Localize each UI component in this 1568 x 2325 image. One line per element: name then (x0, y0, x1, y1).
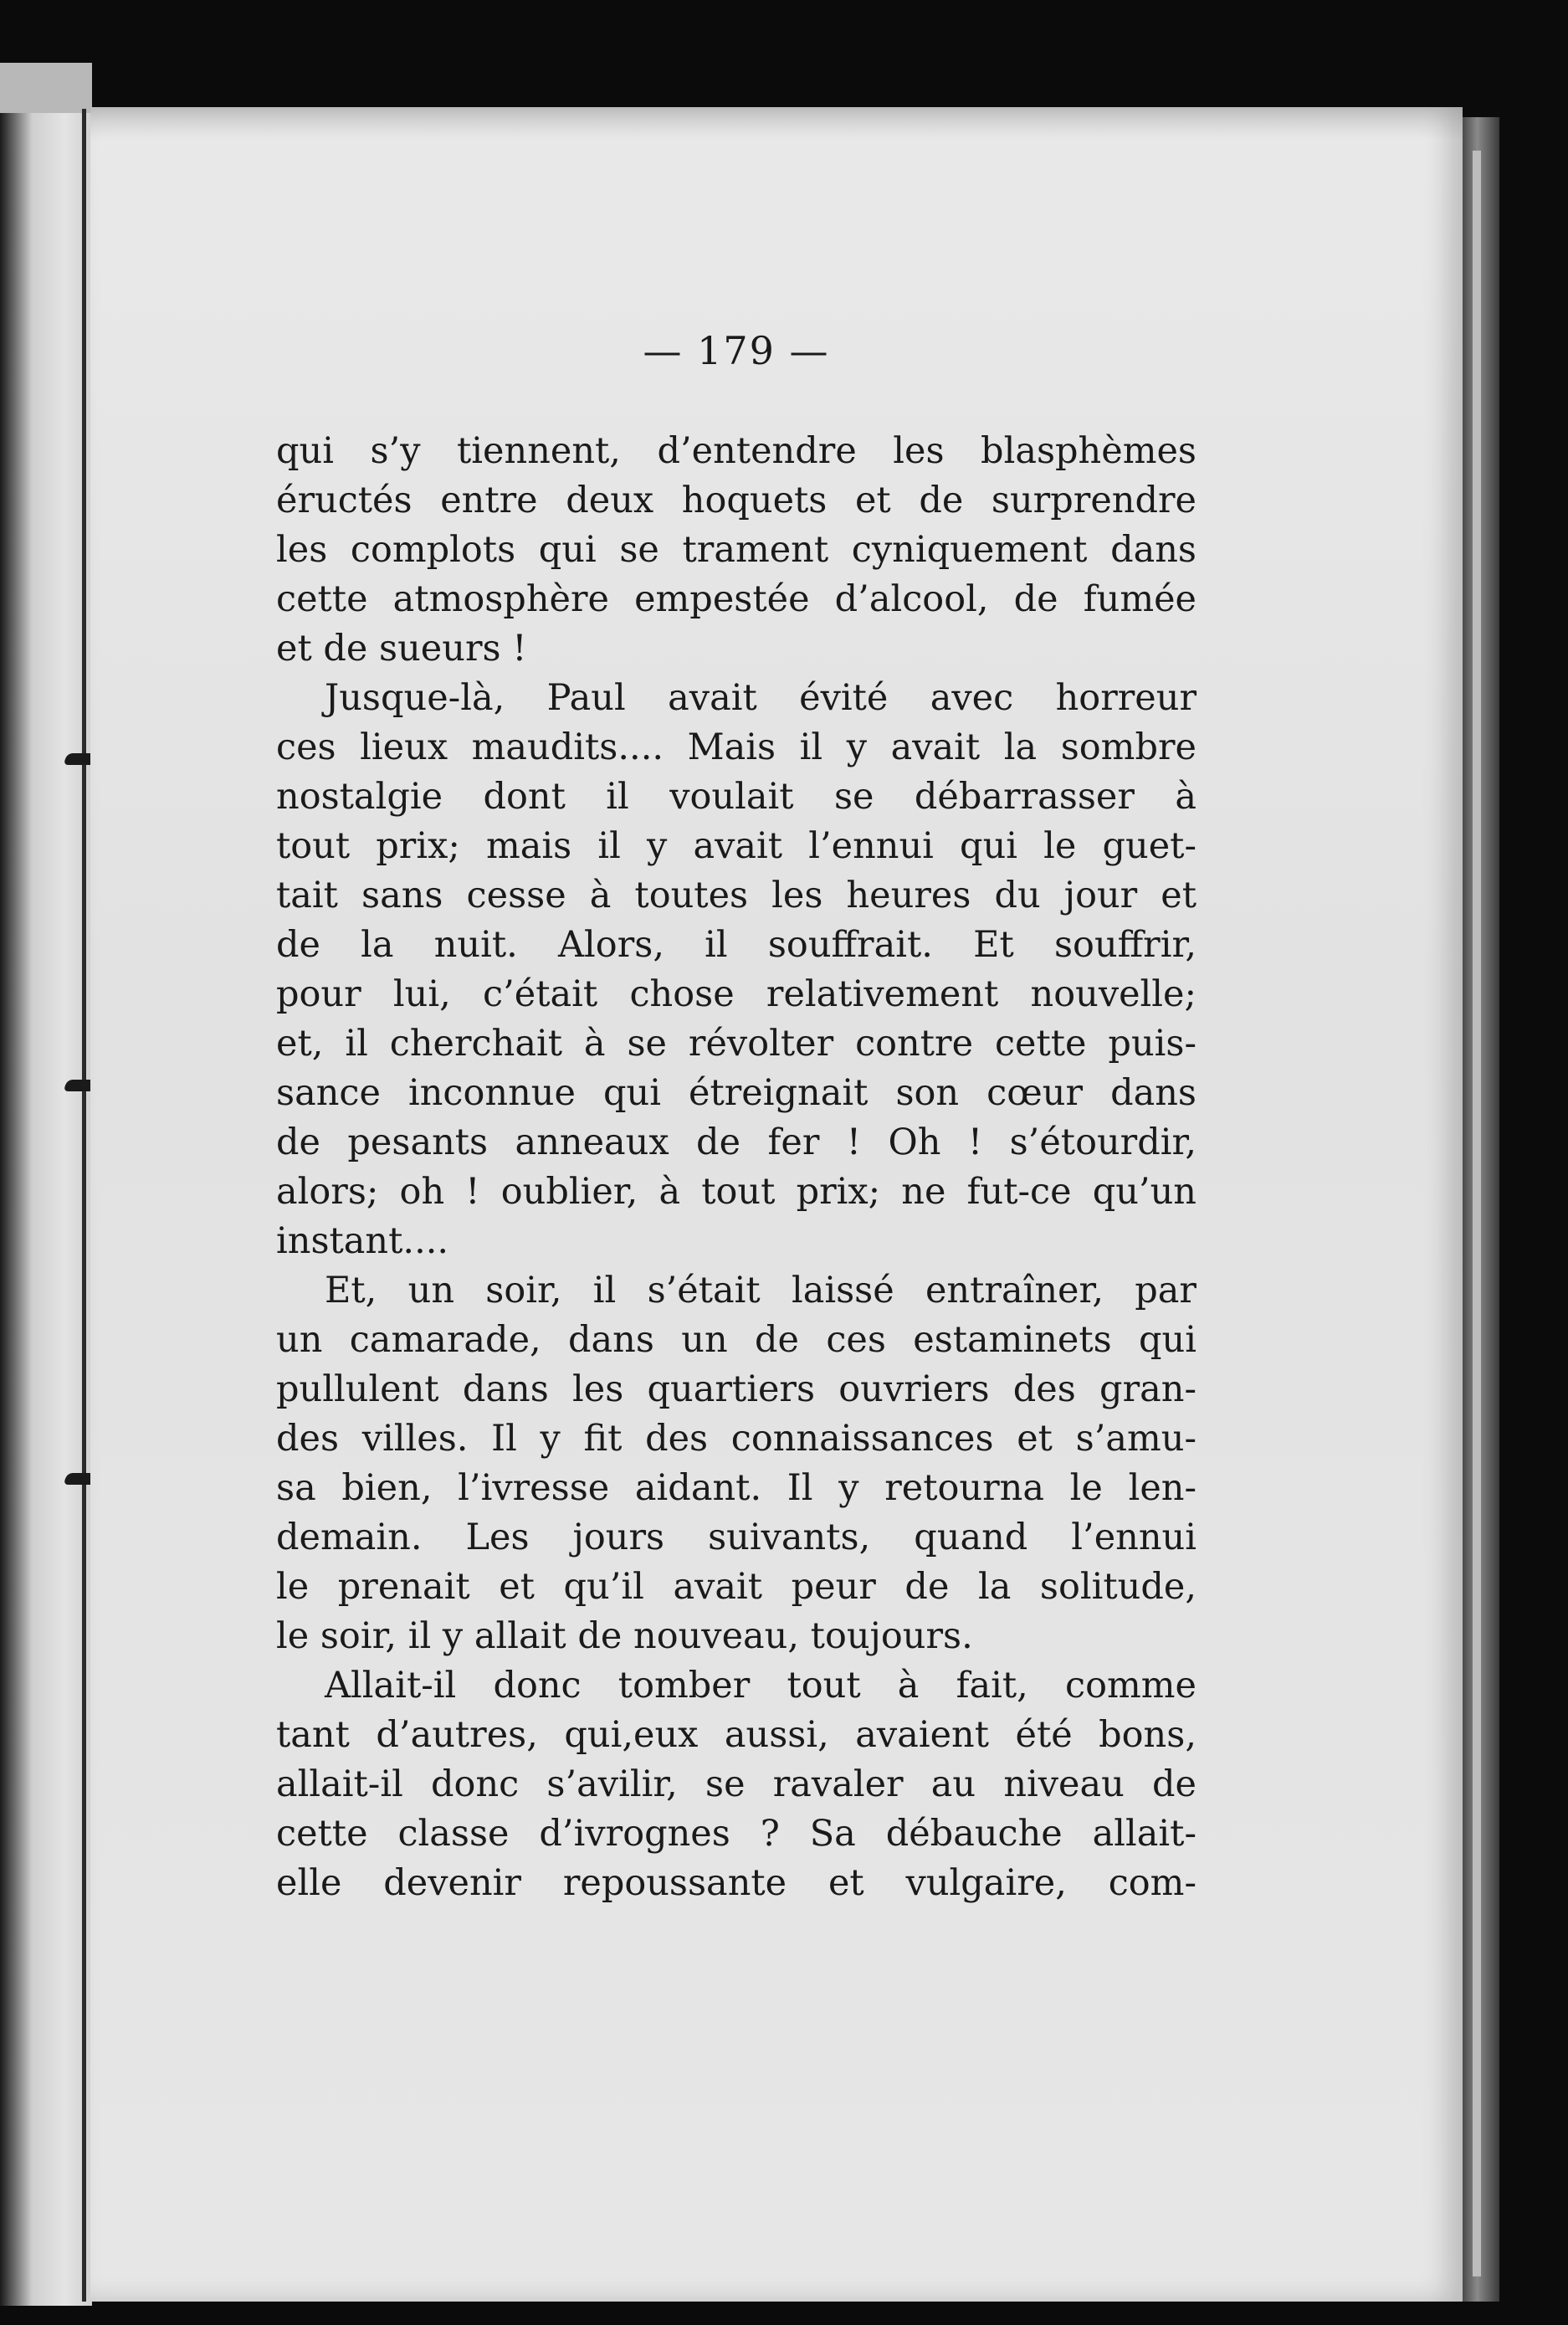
book-fore-edge (1463, 117, 1499, 2302)
text-line: éructés entre deux hoquets et de surprendre (276, 480, 1196, 521)
text-line: tant d’autres, qui,eux aussi, avaient été bons, (276, 1714, 1196, 1756)
text-line: sa bien, l’ivresse aidant. Il y retourna le len- (276, 1467, 1196, 1509)
text-line: pullulent dans les quartiers ouvriers des gran- (276, 1368, 1196, 1410)
text-line: qui s’y tiennent, d’entendre les blasphèmes (276, 430, 1196, 472)
text-line: les complots qui se trament cyniquement dans (276, 529, 1196, 571)
text-line: sance inconnue qui étreignait son cœur dans (276, 1072, 1196, 1114)
text-line: Et, un soir, il s’était laissé entraîner, par (325, 1270, 1196, 1311)
text-line: Allait-il donc tomber tout à fait, comme (325, 1665, 1196, 1707)
text-line: instant.... (276, 1220, 449, 1262)
text-line: Jusque-là, Paul avait évité avec horreur (325, 677, 1196, 719)
text-line: tait sans cesse à toutes les heures du jour et (276, 875, 1196, 916)
text-line: tout prix; mais il y avait l’ennui qui le guet- (276, 825, 1196, 867)
text-line: un camarade, dans un de ces estaminets qui (276, 1319, 1196, 1361)
body-text (276, 427, 1196, 1908)
text-line: nostalgie dont il voulait se débarrasser à (276, 776, 1196, 818)
text-line: et de sueurs ! (276, 628, 527, 670)
book-fore-edge-highlight (1473, 151, 1481, 2276)
page-number: — 179 — (643, 328, 830, 373)
page-top-shadow (90, 107, 1463, 141)
text-line: demain. Les jours suivants, quand l’ennui (276, 1517, 1196, 1558)
text-line: cette classe d’ivrognes ? Sa débauche allait- (276, 1813, 1196, 1855)
text-line: des villes. Il y fit des connaissances et s’amu- (276, 1418, 1196, 1460)
text-line: le soir, il y allait de nouveau, toujours. (276, 1615, 973, 1657)
text-line: alors; oh ! oublier, à tout prix; ne fut-ce qu’un (276, 1171, 1196, 1213)
text-line: ces lieux maudits.... Mais il y avait la sombre (276, 726, 1196, 768)
text-line: pour lui, c’était chose relativement nouvelle; (276, 973, 1196, 1015)
text-line: de la nuit. Alors, il souffrait. Et souffrir, (276, 924, 1196, 966)
text-line: cette atmosphère empestée d’alcool, de fumée (276, 578, 1196, 620)
text-line: elle devenir repoussante et vulgaire, com- (276, 1862, 1196, 1904)
text-line: et, il cherchait à se révolter contre cette puis- (276, 1023, 1196, 1065)
previous-page-top (0, 63, 92, 113)
previous-page-edge (0, 63, 92, 2306)
text-line: le prenait et qu’il avait peur de la solitude, (276, 1566, 1196, 1608)
binding-gutter (82, 109, 86, 2302)
text-line: allait-il donc s’avilir, se ravaler au niveau de (276, 1763, 1196, 1805)
text-line: de pesants anneaux de fer ! Oh ! s’étourdir, (276, 1121, 1196, 1163)
